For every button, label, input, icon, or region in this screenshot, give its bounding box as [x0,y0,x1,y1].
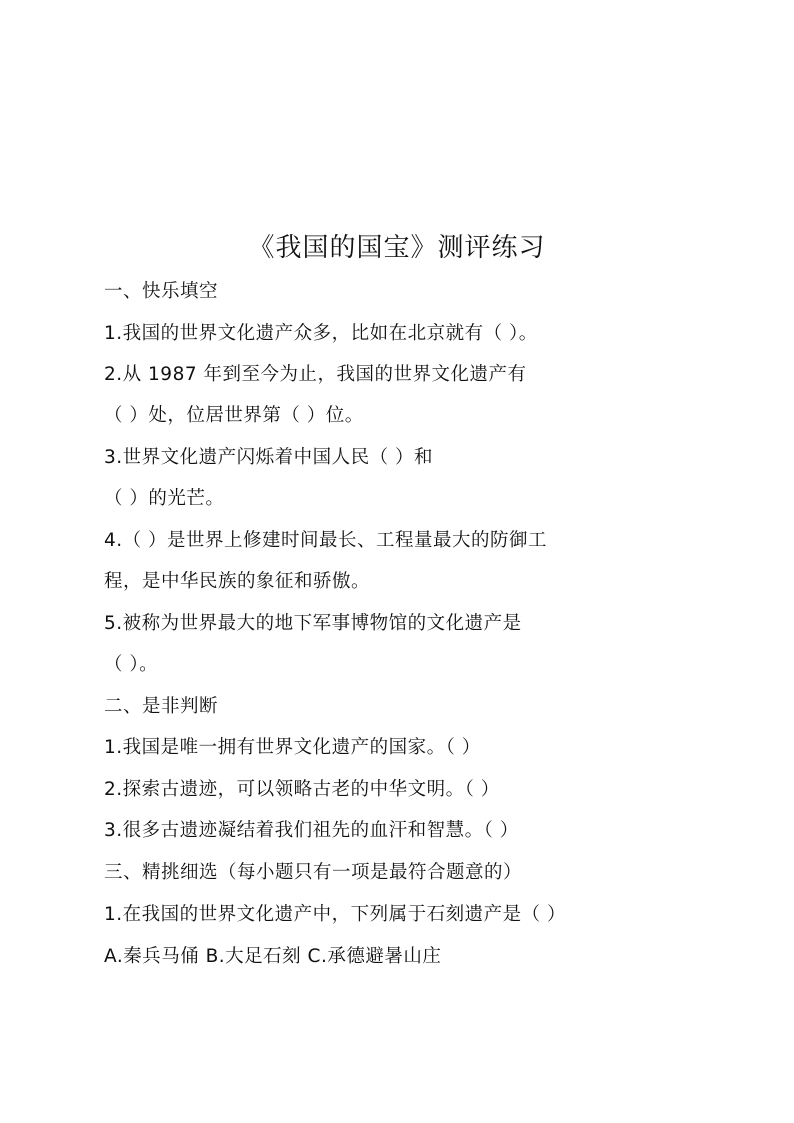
question-text: 4.（ ）是世界上修建时间最长、工程量最大的防御工 [104,530,548,551]
question-text: 3.世界文化遗产闪烁着中国人民（ ）和 [104,447,434,468]
question-text: 1.在我国的世界文化遗产中，下列属于石刻遗产是（ ） [104,904,567,925]
question-text: （ ）的光芒。 [104,488,225,509]
question-text: 2.从 1987 年到至今为止，我国的世界文化遗产有 [104,364,527,385]
answer-options: A.秦兵马俑 B.大足石刻 C.承德避暑山庄 [104,946,442,967]
question-text: 2.探索古遗迹，可以领略古老的中华文明。（ ） [104,779,500,800]
question-text: 程，是中华民族的象征和骄傲。 [104,571,371,592]
question-text: （ ）处，位居世界第（ ）位。 [104,405,364,426]
question-text: （ ）。 [104,654,159,675]
question-text: 5.被称为世界最大的地下军事博物馆的文化遗产是 [104,613,522,634]
section-heading-multiple-choice: 三、精挑细选（每小题只有一项是最符合题意的） [104,862,523,883]
section-heading-fill-in: 一、快乐填空 [104,281,219,302]
question-text: 3.很多古遗迹凝结着我们祖先的血汗和智慧。（ ） [104,820,519,841]
question-text: 1.我国是唯一拥有世界文化遗产的国家。（ ） [104,737,481,758]
section-heading-true-false: 二、是非判断 [104,696,219,717]
page-title: 《我国的国宝》测评练习 [248,233,546,263]
question-text: 1.我国的世界文化遗产众多，比如在北京就有（ ）。 [104,323,538,344]
